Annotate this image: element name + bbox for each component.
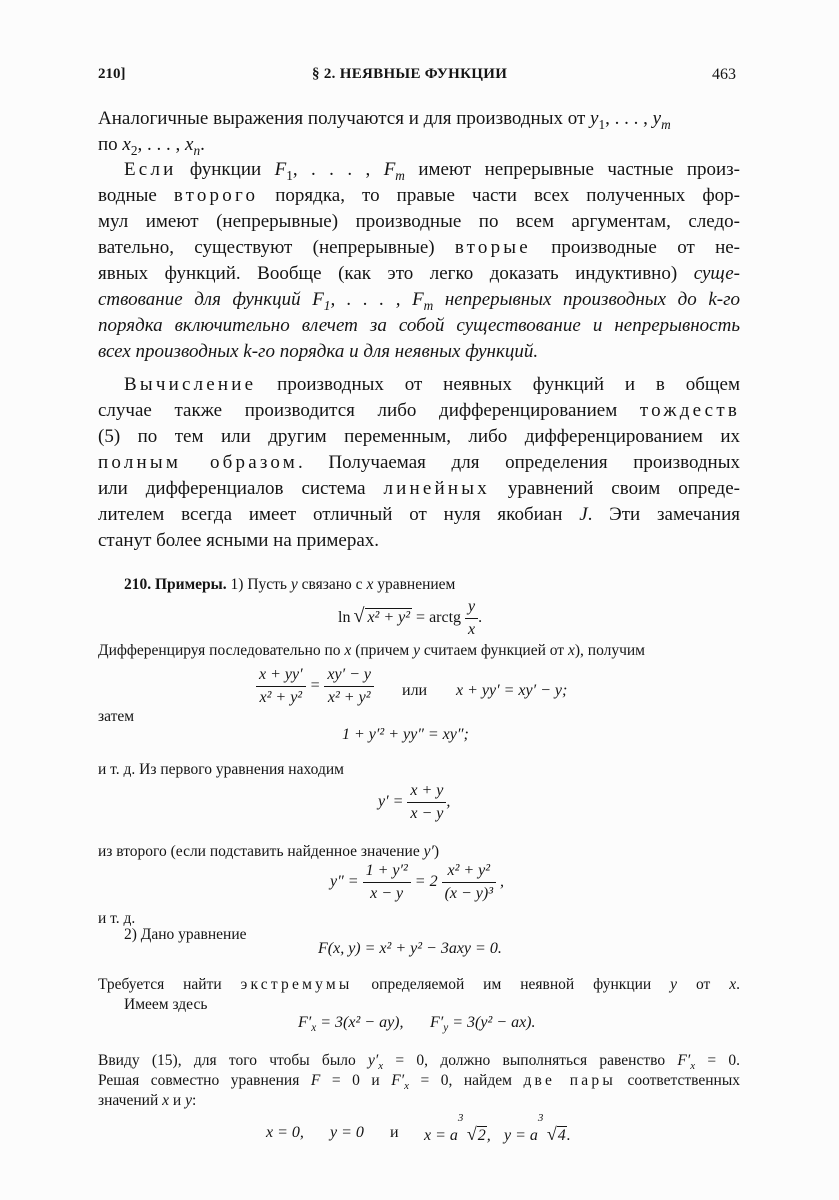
text: Аналогичные выражения получаются и для производных от: [98, 108, 591, 129]
text: 1) Пусть: [226, 576, 291, 593]
and-word: и: [390, 1124, 399, 1141]
section-title: 210. Примеры.: [124, 576, 227, 593]
subscript: m: [423, 297, 434, 313]
math-var: k: [708, 289, 717, 310]
p3-line5: [98, 476, 740, 502]
spaced-text: Вычисление: [124, 374, 257, 395]
p3-line7: станут более ясными на примерах.: [98, 530, 380, 551]
text: , . . . ,: [137, 134, 186, 155]
root-index: 3: [537, 1112, 544, 1124]
equation-8-y0: y = 0: [330, 1124, 364, 1141]
math-var: k: [243, 341, 252, 362]
page-number: 463: [712, 66, 736, 83]
spaced-text: Если: [124, 159, 177, 180]
text: определяемой им неявной функции: [352, 976, 671, 993]
fraction: [363, 862, 411, 903]
spaced-text: тождеств: [639, 400, 740, 421]
text: = 0.: [695, 1052, 740, 1069]
subscript: y: [443, 1022, 449, 1035]
math-var: y′: [368, 1052, 379, 1069]
text: по: [98, 134, 123, 155]
section-number: 210]: [98, 66, 126, 82]
math-var: x: [366, 576, 374, 593]
spaced-text: полным образом: [98, 452, 298, 473]
spaced-text: линейных: [383, 478, 490, 499]
subscript: 1: [323, 297, 331, 313]
vals-line: [98, 1090, 196, 1112]
text: ,: [486, 1127, 491, 1144]
text: = arctg: [412, 609, 466, 627]
equation-3: 1 + y′² + yy″ = xy″;: [342, 726, 469, 743]
math-var: x: [344, 642, 352, 659]
text: = 3(y² − ax).: [448, 1014, 536, 1031]
root-symbol: √: [466, 1124, 477, 1144]
zatem: затем: [98, 708, 135, 725]
text: значений: [98, 1092, 163, 1109]
text: от: [677, 976, 730, 993]
fraction: [256, 666, 306, 707]
running-head: § 2. НЕЯВНЫЕ ФУНКЦИИ: [312, 66, 508, 82]
text: :: [191, 1092, 197, 1109]
fraction: [407, 782, 446, 823]
denominator: x² + y²: [324, 686, 374, 707]
p2-line4: [98, 235, 740, 261]
numerator: x + yy′: [259, 666, 303, 683]
math-var: F′: [391, 1072, 405, 1089]
text: вательно, существуют (непрерывные): [98, 237, 455, 258]
math-var: F: [312, 289, 324, 310]
math-var: y′: [423, 843, 434, 860]
text: Решая совместно уравнения: [98, 1072, 311, 1089]
text: явных функций. Вообще (как это легко доказать индуктивно): [98, 263, 694, 284]
text: = 3(x² − ay),: [316, 1014, 404, 1031]
text: .: [478, 609, 483, 627]
vid-line: [98, 1050, 740, 1072]
subscript: x: [404, 1080, 409, 1093]
italic-text: -го: [716, 289, 740, 310]
text: имеют непрерывные частные произ-: [404, 159, 741, 180]
math-var: F: [274, 159, 287, 180]
equation-8-x0: x = 0,: [266, 1124, 304, 1141]
text: ,: [446, 793, 451, 811]
math-var: J: [579, 504, 588, 525]
text: ), получим: [574, 642, 645, 659]
spaced-text: второго: [173, 185, 259, 206]
equation-8-y: [504, 1112, 571, 1145]
text: ): [433, 843, 440, 860]
spaced-text: две пары: [523, 1072, 616, 1089]
denominator: x − y: [407, 802, 446, 823]
text: . Эти замечания: [587, 504, 740, 525]
math-var: y: [185, 1092, 192, 1109]
radicand: 4: [557, 1127, 566, 1144]
subscript: 2: [130, 142, 138, 158]
numerator: y: [468, 598, 476, 615]
text: y″ =: [330, 873, 363, 891]
text: производные от не-: [530, 237, 740, 258]
text: . Получаемая для определения производных: [298, 452, 740, 473]
text: или дифференциалов система: [98, 478, 384, 499]
math-var: y: [290, 576, 298, 593]
text: .: [566, 1127, 571, 1144]
subscript: m: [661, 116, 671, 132]
sqrt: [354, 609, 412, 627]
example-2: 2) Дано уравнение: [124, 926, 247, 943]
equation-8-x: [424, 1112, 491, 1145]
itd: и т. д.: [98, 910, 136, 927]
math-var: F′: [677, 1052, 691, 1069]
math-var: y: [590, 108, 599, 129]
subscript: x: [378, 1060, 384, 1073]
fraction: [442, 862, 496, 903]
p2-line7: порядка включительно влечет за собой существование и непрерывность: [98, 315, 740, 336]
text: .: [736, 976, 740, 993]
text: Дифференцируя последовательно по: [98, 642, 345, 659]
text: Требуется найти: [98, 976, 241, 993]
text: водные: [98, 185, 174, 206]
text: порядка, то правые части всех полученных фор-: [258, 185, 740, 206]
p2-line1: [124, 157, 740, 183]
text: считаем функцией от: [419, 642, 568, 659]
text: y = a: [504, 1127, 538, 1144]
p3-line1: [124, 372, 740, 398]
equation-7a: [298, 1014, 404, 1035]
p1-line2: [98, 132, 205, 158]
text: F′: [430, 1014, 444, 1031]
fraction: [324, 666, 374, 707]
text: (причем: [351, 642, 414, 659]
root-index: 3: [457, 1112, 464, 1124]
text: =: [305, 677, 325, 695]
math-var: x: [729, 976, 737, 993]
p1-line1: [98, 106, 671, 132]
first-eq-line: и т. д. Из первого уравнения находим: [98, 761, 344, 778]
radicand: 2: [477, 1127, 486, 1144]
equation-1: [338, 598, 482, 639]
res-line: [98, 1070, 740, 1092]
subscript: 1: [598, 116, 606, 132]
text: лителем всегда имеет отличный от нуля якобиан: [98, 504, 580, 525]
text: из второго (если подставить найденное значение: [98, 843, 424, 860]
text: ln: [338, 609, 351, 627]
p3-line3: (5) по тем или другим переменным, либо дифференцированием их: [98, 426, 740, 447]
p2-line3: мул имеют (непрерывные) производные по всем аргументам, следо-: [98, 211, 740, 232]
second-line: [98, 841, 439, 863]
italic-text: всех производных: [98, 341, 244, 362]
text: уравнений своим опреде-: [489, 478, 740, 499]
subscript: 1: [286, 167, 293, 183]
text: связано с: [297, 576, 367, 593]
radicand: x² + y²: [367, 609, 411, 627]
p2-line6: [98, 287, 740, 313]
italic-text: суще-: [693, 263, 740, 284]
subscript: x: [311, 1022, 317, 1035]
numerator: x² + y²: [447, 862, 491, 879]
denominator: (x − y)³: [442, 882, 496, 903]
p3-line6: [98, 502, 740, 528]
math-var: x: [122, 134, 131, 155]
subscript: m: [395, 167, 405, 183]
math-var: F: [310, 1072, 321, 1089]
equation-4: [378, 782, 450, 823]
cube-root: [537, 1112, 567, 1145]
text: уравнением: [373, 576, 456, 593]
text: = 2: [410, 873, 442, 891]
or-word: или: [402, 682, 428, 699]
require-line: [98, 974, 740, 996]
section-210-intro: [124, 574, 455, 596]
text: Ввиду (15), для того чтобы было: [98, 1052, 368, 1069]
text: , . . . ,: [330, 289, 413, 310]
text: = 0 и: [320, 1072, 392, 1089]
p3-line2: [98, 398, 740, 424]
text: = 0, найдем: [408, 1072, 524, 1089]
cube-root: [457, 1112, 487, 1145]
p2-line5: [98, 261, 740, 287]
p2-line2: [98, 183, 740, 209]
math-var: y: [413, 642, 420, 659]
text: = 0, должно выполняться равенство: [383, 1052, 678, 1069]
root-symbol: √: [546, 1124, 557, 1144]
text: ,: [496, 873, 505, 891]
italic-text: ствование для функций: [98, 289, 313, 310]
italic-text: -го порядка и для неявных функций.: [251, 341, 539, 362]
math-var: x: [185, 134, 194, 155]
numerator: x + y: [410, 782, 444, 799]
p3-line4: [98, 450, 740, 476]
equation-6: F(x, y) = x² + y² − 3axy = 0.: [318, 940, 502, 957]
equation-2-right: x + yy′ = xy′ − y;: [456, 682, 568, 699]
text: , . . . ,: [605, 108, 653, 129]
text: y′ =: [378, 793, 408, 811]
text: x = a: [424, 1127, 458, 1144]
diff-line: [98, 640, 645, 662]
numerator: xy′ − y: [327, 666, 372, 683]
fraction: [465, 598, 478, 639]
equation-5: [330, 862, 504, 903]
math-var: y: [652, 108, 662, 129]
denominator: x² + y²: [256, 686, 306, 707]
text: F′: [298, 1014, 312, 1031]
math-var: F: [412, 289, 424, 310]
math-var: x: [162, 1092, 170, 1109]
denominator: x: [465, 618, 478, 639]
subscript: n: [193, 142, 201, 158]
math-var: y: [670, 976, 678, 993]
have-line: Имеем здесь: [124, 996, 208, 1013]
equation-2: [256, 666, 374, 707]
italic-text: непрерывных производных до: [433, 289, 709, 310]
math-var: F: [383, 159, 396, 180]
equation-7b: [430, 1014, 536, 1035]
text: и: [169, 1092, 186, 1109]
text: , . . . ,: [292, 159, 384, 180]
text: .: [200, 134, 205, 155]
numerator: 1 + y′²: [365, 862, 408, 879]
text: случае также производится либо дифференцированием: [98, 400, 640, 421]
math-var: x: [567, 642, 575, 659]
text: производных от неявных функций и в общем: [256, 374, 740, 395]
spaced-text: экстремумы: [240, 976, 353, 993]
text: функции: [176, 159, 275, 180]
subscript: x: [690, 1060, 696, 1073]
spaced-text: вторые: [454, 237, 531, 258]
p2-line8: [98, 339, 538, 365]
denominator: x − y: [363, 882, 411, 903]
text: соответственных: [615, 1072, 740, 1089]
